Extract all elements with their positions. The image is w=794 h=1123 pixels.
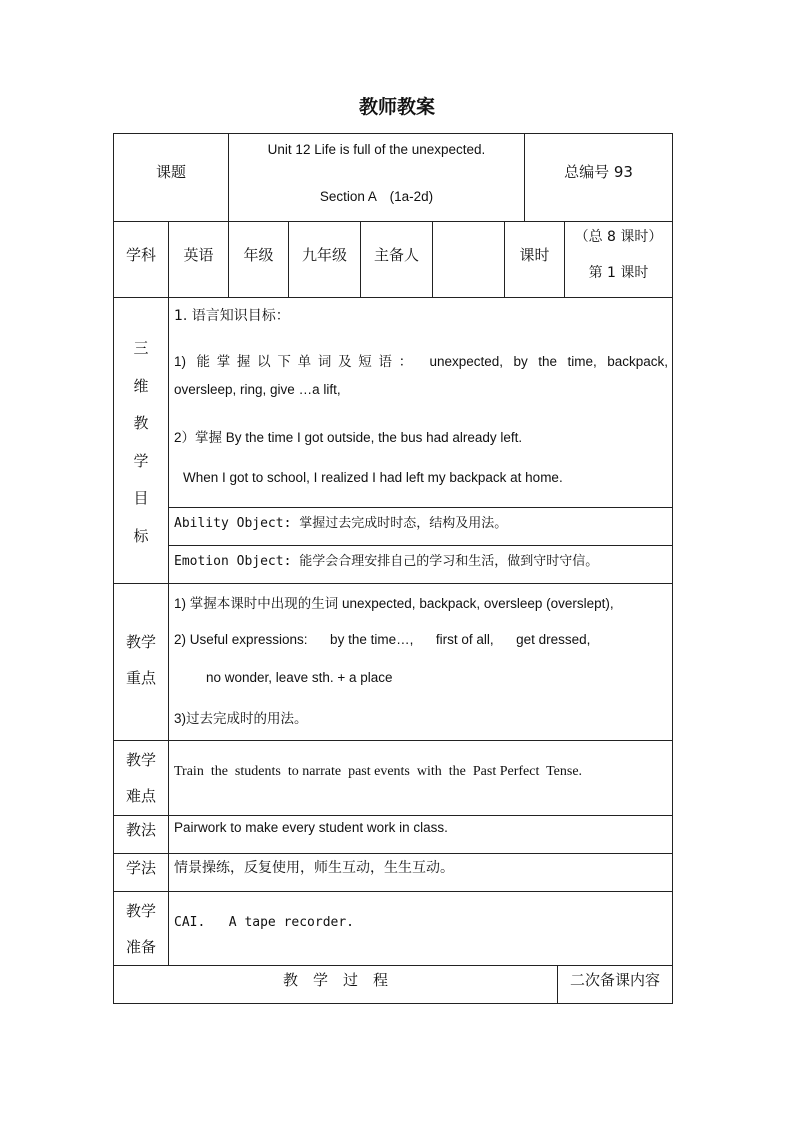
table-border-right — [672, 133, 673, 1004]
topic-section: Section A (1a-2d) — [319, 189, 434, 204]
learning-method-label: 学法 — [125, 859, 156, 877]
preparation-label-line: 准备 — [125, 938, 156, 956]
learning-method-text: 情景操练，反复使用，师生互动，生生互动。 — [174, 860, 454, 876]
table-rule — [113, 891, 673, 892]
table-border-bottom — [113, 1003, 673, 1004]
topic-title: Unit 12 Life is full of the unexpected. — [267, 142, 486, 157]
objectives-label-char: 维 — [133, 376, 149, 395]
difficult-points-text: Train the students to narrate past events with the Past Perfect Tense. — [174, 764, 583, 779]
table-rule — [113, 815, 673, 816]
objectives-label — [114, 330, 168, 555]
preparation-label-line: 教学 — [125, 902, 156, 920]
difficult-points-label-line: 难点 — [125, 787, 156, 805]
knowledge-item-2: 2）掌握 By the time I got outside, the bus had already left. — [174, 430, 523, 445]
key-point-2-cont: no wonder, leave sth. + a place — [206, 670, 393, 685]
objectives-label-char: 标 — [133, 526, 149, 545]
key-point-2: 2) Useful expressions: by the time…, first of all, get dressed, — [174, 632, 591, 647]
key-points-label-line: 重点 — [125, 669, 156, 687]
table-rule — [113, 297, 673, 298]
period-total: （总 8 课时） — [574, 229, 663, 245]
subject-value: 英语 — [183, 246, 214, 264]
knowledge-title: 1. 语言知识目标： — [174, 308, 290, 324]
key-point-1: 1) 掌握本课时中出现的生词 unexpected, backpack, oversleep (overslept), — [174, 596, 614, 611]
grade-label: 年级 — [243, 246, 274, 264]
difficult-points-label-line: 教学 — [125, 751, 156, 769]
teaching-method-text: Pairwork to make every student work in class. — [174, 820, 448, 835]
objectives-label-char: 学 — [133, 451, 149, 470]
teaching-method-label: 教法 — [125, 821, 156, 839]
ability-object: Ability Object: 掌握过去完成时时态，结构及用法。 — [174, 516, 508, 531]
second-prep-header: 二次备课内容 — [569, 971, 660, 989]
table-rule — [113, 965, 673, 966]
knowledge-item-1-cont: oversleep, ring, give …a lift, — [174, 382, 341, 397]
objectives-label-char: 目 — [133, 489, 149, 507]
grade-value: 九年级 — [301, 246, 347, 264]
knowledge-item-2-cont: When I got to school, I realized I had left my backpack at home. — [183, 470, 563, 485]
document-title: 教师教案 — [358, 96, 435, 118]
table-rule — [113, 853, 673, 854]
period-current: 第 1 课时 — [588, 265, 649, 281]
objectives-label-char: 教 — [133, 414, 149, 432]
difficult-points-label — [114, 742, 168, 814]
key-points-label — [114, 624, 168, 696]
emotion-object: Emotion Object: 能学会合理安排自己的学习和生活，做到守时守信。 — [174, 554, 599, 569]
table-rule — [432, 221, 433, 297]
table-rule — [168, 297, 169, 965]
table-rule — [168, 507, 673, 508]
topic-label: 课题 — [155, 163, 186, 181]
preparation-label — [114, 893, 168, 965]
table-border-top — [113, 133, 673, 134]
table-rule — [168, 545, 673, 546]
preparation-text: CAI. A tape recorder. — [174, 915, 355, 930]
teaching-process-header: 教 学 过 程 — [282, 971, 388, 989]
table-rule — [113, 740, 673, 741]
key-point-3: 3)过去完成时的用法。 — [174, 711, 308, 726]
serial-number: 总编号 93 — [564, 163, 633, 181]
knowledge-item-1: 1) 能掌握以下单词及短语： unexpected, by the time, backpack, — [174, 354, 668, 369]
preparer-label: 主备人 — [373, 246, 419, 264]
objectives-label-char: 三 — [133, 339, 149, 357]
key-points-label-line: 教学 — [125, 633, 156, 651]
table-rule — [113, 221, 673, 222]
table-rule — [113, 583, 673, 584]
subject-label: 学科 — [125, 246, 156, 264]
period-label: 课时 — [519, 246, 550, 264]
